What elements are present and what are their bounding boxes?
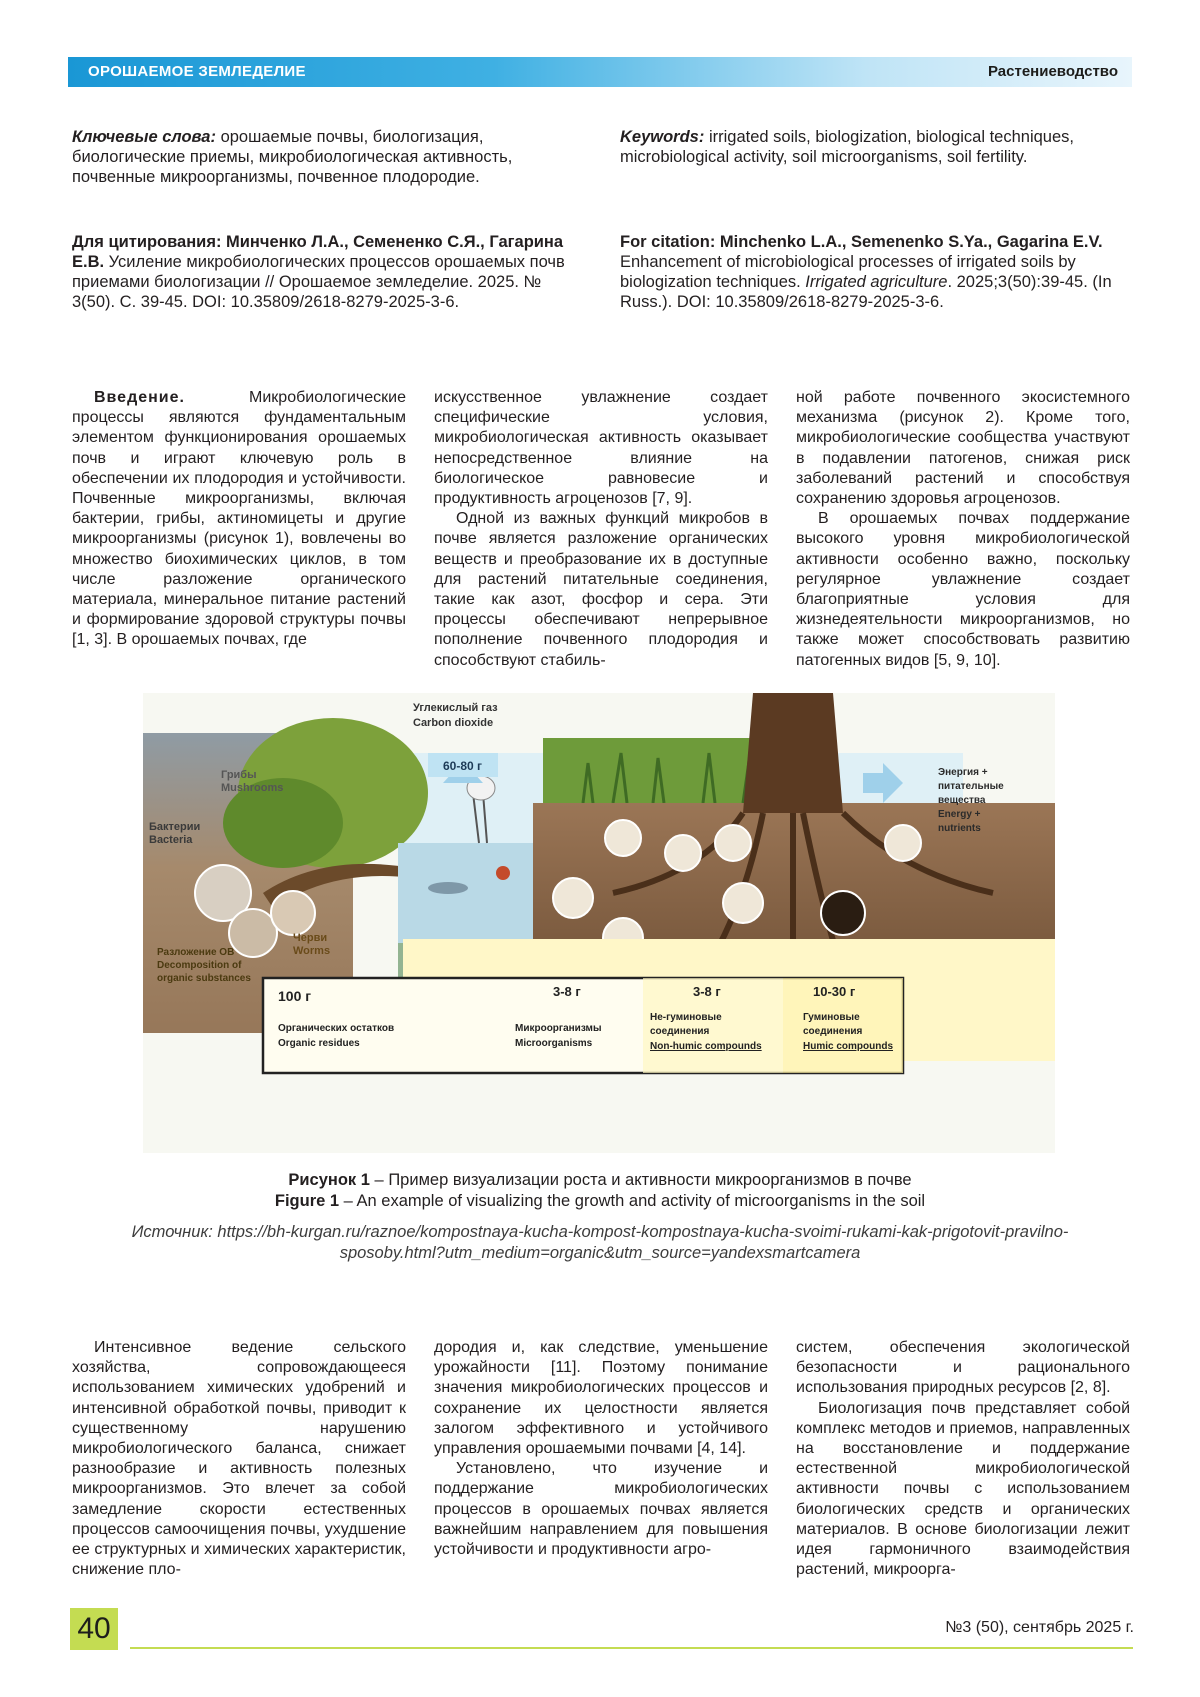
citation-ru-label: Для цитирования: Минченко Л.А., Семененко С.Я., Гагарина Е.В. (72, 233, 564, 271)
co2-label-ru: Углекислый газ (413, 702, 498, 714)
fungi-label-ru: Грибы (221, 769, 257, 781)
box-nonhumic-ru-2: соединения (650, 1026, 710, 1037)
energy-label-ru-1: Энергия + (938, 767, 988, 778)
keywords-ru-label: Ключевые слова: (72, 128, 216, 146)
box-organic-en: Organic residues (278, 1038, 360, 1049)
keywords-ru-text: орошаемые почвы, биологизация, биологические приемы, микробиологическая активность, почвенные микроорганизмы, почвенное плодородие. (72, 128, 513, 186)
intro-heading: Введение. (94, 389, 185, 406)
body-col1-paragraph: Интенсивное ведение сельского хозяйства, сопровождающееся использованием химических удобрений и интенсивной обработкой почвы, приводит к существенному нарушению микробиологического баланса, снижает разнообразие и активность полезных микроорганизмов. Это влечет за собой замедление скорости естественных процессов самоочищения почвы, ухудшение ее структурных и химических характеристик, снижение пло- (72, 1339, 406, 1579)
citation-en-text-before: Enhancement of microbiological processes of irrigated soils by biologization techniques. (620, 253, 1076, 291)
box-micro-ru: Микроорганизмы (515, 1023, 602, 1034)
tree-trunk-right (743, 693, 843, 813)
box-humic-en: Humic compounds (803, 1041, 894, 1052)
body-col2-paragraph-1: дородия и, как следствие, уменьшение урожайности [11]. Поэтому понимание значения микробиологических процессов и сохранение их целостности является залогом эффективного и устойчивого управления орошаемыми почвами [4, 14]. (434, 1339, 768, 1458)
box-humic-ru-1: Гуминовые (803, 1012, 860, 1023)
keywords-en-text: irrigated soils, biologization, biological techniques, microbiological activity, soil microorganisms, soil fertility. (620, 128, 1074, 166)
decomp-label-en-1: Decomposition of (157, 960, 242, 971)
keywords-en-label: Keywords: (620, 128, 705, 146)
citation-en (620, 232, 1135, 312)
caption-ru-label: Рисунок 1 (288, 1171, 370, 1189)
bacteria-label-ru: Бактерии (149, 821, 201, 833)
fish-icon (428, 882, 468, 894)
intro-col3-paragraph-1: ной работе почвенного экосистемного механизма (рисунок 2). Кроме того, микробиологические сообщества участвуют в подавлении патогенов, снижая риск заболеваний растений и способствуя сохранению здоровья агроценозов. (796, 389, 1130, 508)
issue-info: №3 (50), сентябрь 2025 г. (945, 1619, 1134, 1636)
caption-en-text: – An example of visualizing the growth and activity of microorganisms in the soil (339, 1192, 926, 1210)
body-col3-paragraph-2: Биологизация почв представляет собой комплекс методов и приемов, направленных на восстановление и поддержание естественной микробиологической активности почвы с использованием биологических средств и органических материалов. В основе биологизации лежит идея гармоничного взаимодействия растений, микроорга- (796, 1399, 1130, 1579)
co2-amount: 60-80 г (443, 759, 483, 773)
citation-en-text-after: . 2025;3(50):39-45. (In Russ.). DOI: 10.35809/2618-8279-2025-3-6. (620, 273, 1112, 311)
footer-rule (130, 1647, 1133, 1649)
body-column-1 (72, 1338, 406, 1580)
journal-section-title: ОРОШАЕМОЕ ЗЕМЛЕДЕЛИЕ (88, 63, 306, 80)
intro-column-1 (72, 388, 406, 651)
box-humic-ru-2: соединения (803, 1026, 863, 1037)
decomp-label-ru: Разложение ОВ (157, 947, 235, 958)
co2-label-en: Carbon dioxide (413, 717, 494, 729)
page-number: 40 (70, 1608, 118, 1650)
rubric-title: Растениеводство (988, 63, 1118, 80)
box-nonhumic-ru-1: Не-гуминовые (650, 1012, 722, 1023)
box-micro-amount: 3-8 г (553, 984, 581, 999)
caption-en-label: Figure 1 (274, 1192, 340, 1210)
body-col3-paragraph-1: систем, обеспечения экологической безопасности и рационального использования природных ресурсов [2, 8]. (796, 1339, 1130, 1397)
figure-1-source[interactable]: Источник: https://bh-kurgan.ru/raznoe/kompostnaya-kucha-kompost-kompostnaya-kucha-svoimi-rukami-kak-prigotovit-pravilno-sposoby.html?utm_medium=organic&utm_source=yandexsmartcamera (131, 1223, 1069, 1262)
keywords-ru (72, 127, 572, 187)
energy-label-ru-2: питательные (938, 781, 1004, 792)
running-header (68, 57, 1132, 87)
citation-ru (72, 232, 572, 312)
keywords-en (620, 127, 1135, 167)
box-nonhumic-en: Non-humic compounds (650, 1041, 762, 1052)
crayfish-icon (496, 866, 510, 880)
decomp-label-en-2: organic substances (157, 973, 251, 984)
intro-column-2 (434, 388, 768, 671)
box-micro-en: Microorganisms (515, 1038, 593, 1049)
intro-col2-paragraph-2: Одной из важных функций микробов в почве является разложение органических веществ и преобразование их в доступные для растений питательные соединения, такие как азот, фосфор и сера. Эти процессы обеспечивают непрерывное пополнение почвенного плодородия и способствуют стабиль- (434, 510, 768, 669)
bacteria-label-en: Bacteria (149, 834, 193, 846)
energy-label-en-2: nutrients (938, 823, 981, 834)
intro-col2-paragraph-1: искусственное увлажнение создает специфические условия, микробиологическая активность оказывает непосредственное влияние на биологическое равновесие и продуктивность агроценозов [7, 9]. (434, 389, 768, 508)
worms-label-en: Worms (293, 945, 331, 957)
citation-ru-text: Усиление микробиологических процессов орошаемых почв приемами биологизации // Орошаемое земледелие. 2025. № 3(50). С. 39-45. DOI: 10.35809/2618-8279-2025-3-6. (72, 253, 565, 311)
worms-label-ru: Черви (293, 932, 328, 944)
figure-1-illustration (143, 693, 1055, 1153)
caption-ru-text: – Пример визуализации роста и активности микроорганизмов в почве (369, 1171, 912, 1189)
citation-en-label: For citation: Minchenko L.A., Semenenko S.Ya., Gagarina E.V. (620, 233, 1103, 251)
body-column-3 (796, 1338, 1130, 1580)
box-nonhumic-amount: 3-8 г (693, 984, 721, 999)
intro-column-3 (796, 388, 1130, 671)
box-organic-ru: Органических остатков (278, 1023, 395, 1034)
energy-label-ru-3: вещества (938, 795, 986, 806)
intro-col1-text: Микробиологические процессы являются фундаментальным элементом функционирования орошаемых почв и играют ключевую роль в обеспечении их плодородия и устойчивости. Почвенные микроорганизмы, включая бактерии, грибы, актиномицеты и другие микроорганизмы (рисунок 1), вовлечены во множество биохимических циклов, в том числе разложение органического материала, минеральное питание растений и формирование здоровой структуры почвы [1, 3]. В орошаемых почвах, где (72, 389, 406, 649)
fungi-label-en: Mushrooms (221, 782, 284, 794)
box-humic-amount: 10-30 г (813, 984, 856, 999)
body-col2-paragraph-2: Установлено, что изучение и поддержание микробиологических процессов в орошаемых почвах является важнейшим направлением для повышения устойчивости и продуктивности агро- (434, 1460, 768, 1559)
energy-label-en-1: Energy + (938, 809, 981, 820)
intro-col3-paragraph-2: В орошаемых почвах поддержание высокого уровня микробиологической активности особенно важно, поскольку регулярное увлажнение создает благоприятные условия для жизнедеятельности микроорганизмов, но также может способствовать развитию патогенных видов [5, 9, 10]. (796, 510, 1130, 669)
citation-en-journal: Irrigated agriculture (805, 273, 948, 291)
figure-1-caption (100, 1170, 1100, 1212)
body-column-2 (434, 1338, 768, 1560)
box-organic-amount: 100 г (278, 988, 312, 1004)
